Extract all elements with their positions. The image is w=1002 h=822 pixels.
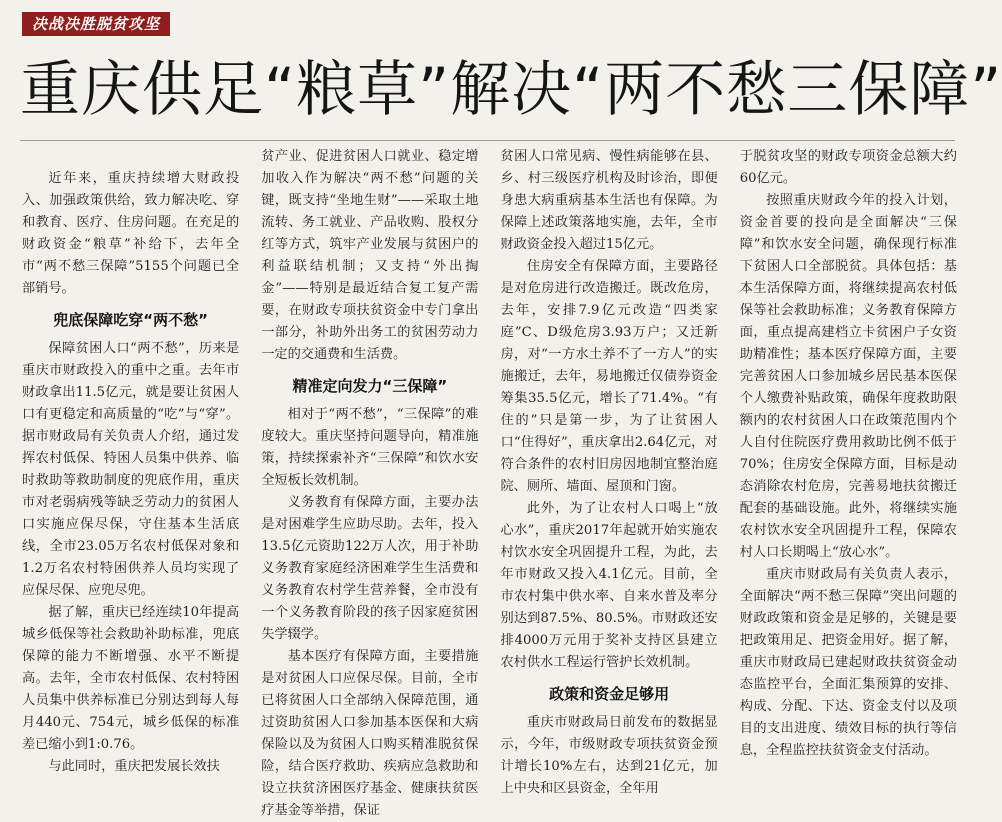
paragraph: 重庆市财政局日前发布的数据显示，今年，市级财政专项扶贫资金预计增长10%左右，达到21亿元，加上中央和区县资金，全年用	[500, 715, 718, 796]
paragraph: 贫产业、促进贫困人口就业、稳定增加收入作为解决“两不愁”问题的关键，既支持“坐地生财”——采取土地流转、务工就业、产品收购、股权分红等方式，筑牢产业发展与贫困户的利益联结机制；又支持“外出掏金”——特别是最近结合复工复产需要，在财政专项扶贫资金中专门拿出一部分，补助外出务工的贫困劳动力一定的交通费和生活费。	[261, 149, 479, 362]
paragraph: 基本医疗有保障方面，主要措施是对贫困人口应保尽保。目前，全市已将贫困人口全部纳入保障范围，通过资助贫困人口参加基本医保和大病保险以及为贫困人口购买精准脱贫保险，结合医疗救助、疾病应急救助和设立扶贫济困医疗基金、健康扶贫医疗基金等举措，保证	[261, 649, 479, 818]
subheading: 政策和资金足够用	[549, 685, 670, 703]
paragraph: 近年来，重庆持续增大财政投入、加强政策供给，致力解决吃、穿和教育、医疗、住房问题。在充足的财政资金“粮草”补给下，去年全市“两不愁三保障”5155个问题已全部销号。	[22, 171, 240, 296]
paragraph: 与此同时，重庆把发展长效扶	[48, 759, 220, 774]
column-1	[22, 146, 240, 774]
header-divider	[20, 140, 955, 141]
paragraph: 保障贫困人口“两不愁”，历来是重庆市财政投入的重中之重。去年市财政拿出11.5亿元，就是要让贫困人口有更稳定和高质量的“吃”与“穿”。据市财政局有关负责人介绍，通过发挥农村低保、特困人员集中供养、临时救助等救助制度的兜底作用，重庆市对老弱病残等缺乏劳动力的贫困人口实施应保尽保，守住基本生活底线，全市23.05万名农村低保对象和1.2万名农村特困供养人员均实现了应保尽保、应兜尽兜。	[22, 341, 240, 598]
paragraph: 此外，为了让农村人口喝上“放心水”，重庆2017年起就开始实施农村饮水安全巩固提升工程，为此，去年市财政又投入4.1亿元。目前，全市农村集中供水率、自来水普及率分别达到87.5%、80.5%。市财政还安排4000万元用于奖补支持区县建立农村供水工程运行管护长效机制。	[500, 501, 718, 670]
paragraph: 据了解，重庆已经连续10年提高城乡低保等社会救助补助标准，兜底保障的能力不断增强、水平不断提高。去年，全市农村低保、农村特困人员集中供养标准已分别达到每人每月440元、754元，城乡低保的标准差已缩小到1:0.76。	[22, 605, 240, 752]
paragraph: 于脱贫攻坚的财政专项资金总额大约60亿元。	[739, 149, 957, 186]
headline: 重庆供足“粮草”解决“两不愁三保障”	[20, 55, 1002, 125]
paragraph: 住房安全有保障方面，主要路径是对危房进行改造搬迁。既改危房，去年，安排7.9亿元改造“四类家庭”C、D级危房3.93万户；又迁新房，对“一方水土养不了一方人”的实施搬迁，去年，易地搬迁仅债券资金筹集35.5亿元，增长了71.4%。“有住的”只是第一步，为了让贫困人口“住得好”，重庆拿出2.64亿元，对符合条件的农村旧房因地制宜整治庭院、厕所、墙面、屋顶和门窗。	[500, 259, 718, 494]
subheading: 兜底保障吃穿“两不愁”	[53, 311, 208, 329]
paragraph: 重庆市财政局有关负责人表示，全面解决“两不愁三保障”突出问题的财政政策和资金是足够的，关键是要把政策用足、把资金用好。据了解，重庆市财政局已建起财政扶贫资金动态监控平台，全面汇集预算的安排、构成、分配、下达、资金支付以及项目的支出进度、绩效目标的执行等信息，全程监控扶贫资金支付活动。	[739, 567, 957, 758]
paragraph: 贫困人口常见病、慢性病能够在县、乡、村三级医疗机构及时诊治，即便身患大病重病基本生活也有保障。为保障上述政策落地实施，去年，全市财政资金投入超过15亿元。	[500, 149, 718, 252]
paragraph: 按照重庆财政今年的投入计划，资金首要的投向是全面解决“三保障”和饮水安全问题，确保现行标准下贫困人口全部脱贫。具体包括：基本生活保障方面，将继续提高农村低保等社会救助标准；义务教育保障方面，重点提高建档立卡贫困户子女资助精准性；基本医疗保障方面，主要完善贫困人口参加城乡居民基本医保个人缴费补贴政策，确保年度救助限额内的农村贫困人口在政策范围内个人自付住院医疗费用救助比例不低于70%；住房安全保障方面，目标是动态消除农村危房，完善易地扶贫搬迁配套的基础设施。此外，将继续实施农村饮水安全巩固提升工程，保障农村人口长期喝上“放心水”。	[739, 193, 957, 560]
paragraph: 相对于“两不愁”，“三保障”的难度较大。重庆坚持问题导向，精准施策，持续探索补齐“三保障”和饮水安全短板长效机制。	[261, 407, 479, 488]
subheading: 精准定向发力“三保障”	[292, 377, 448, 395]
paragraph: 义务教育有保障方面，主要办法是对困难学生应助尽助。去年，投入13.5亿元资助122万人次，用于补助义务教育家庭经济困难学生生活费和义务教育农村学生营养餐，全市没有一个义务教育阶段的孩子因家庭贫困失学辍学。	[261, 495, 479, 642]
column-4	[740, 146, 957, 767]
section-banner: 决战决胜脱贫攻坚	[22, 12, 170, 36]
column-3	[500, 146, 718, 796]
article-body	[22, 146, 957, 818]
column-2	[261, 146, 479, 818]
